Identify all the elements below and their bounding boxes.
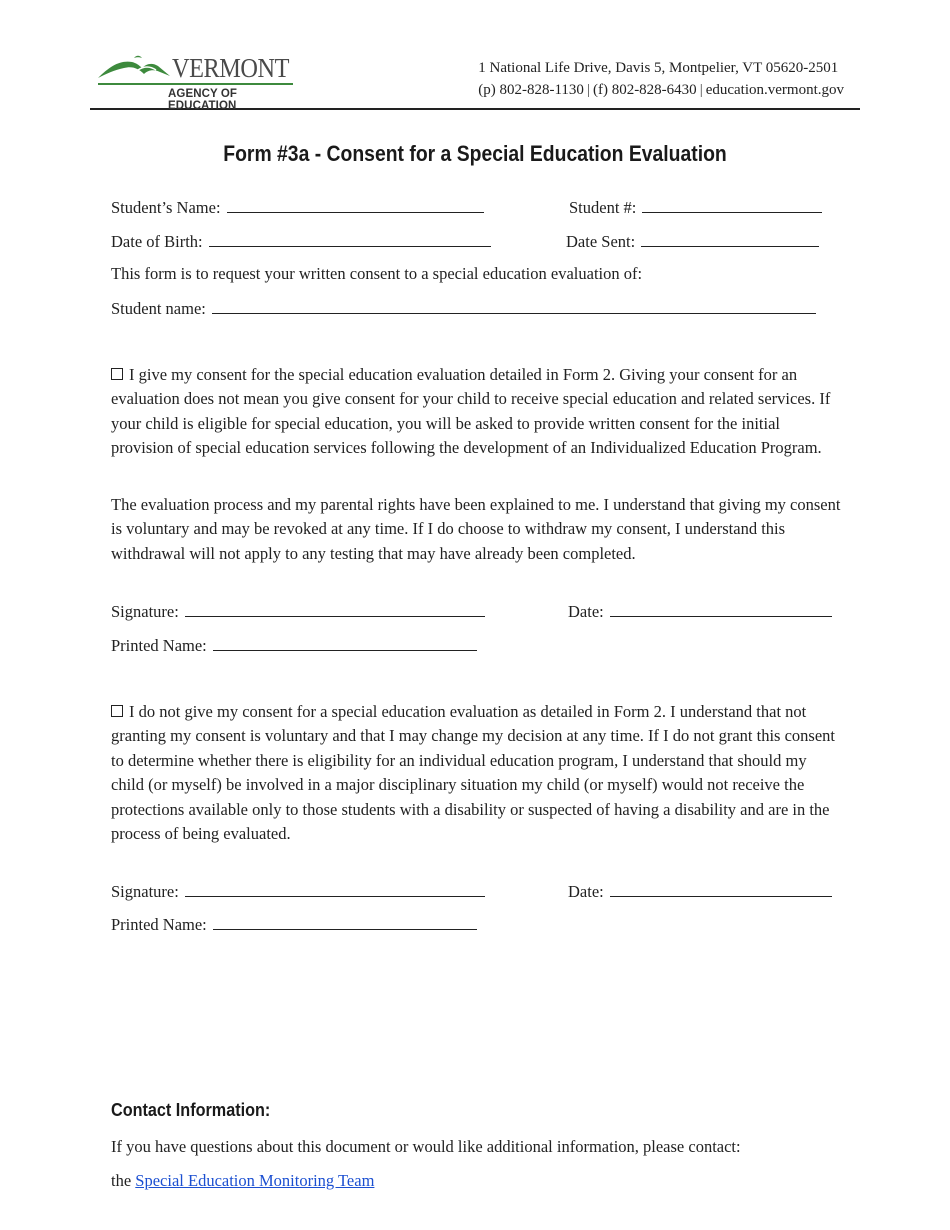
consent-date-field[interactable] bbox=[610, 599, 832, 617]
consent-signature-field[interactable] bbox=[185, 599, 485, 617]
website-link[interactable]: education.vermont.gov bbox=[705, 82, 844, 98]
no-consent-paragraph bbox=[111, 700, 841, 846]
address: 1 National Life Drive, Davis 5, Montpelier, VT 05620-2501 bbox=[478, 60, 839, 76]
date-label: Date: bbox=[568, 602, 604, 621]
no-consent-date-field[interactable] bbox=[610, 879, 832, 897]
student-name2-label: Student name: bbox=[111, 299, 206, 318]
phone-fax-web bbox=[478, 79, 844, 101]
no-consent-signature-field[interactable] bbox=[185, 879, 485, 897]
consent-printed-name-field[interactable] bbox=[213, 633, 477, 651]
dob-row bbox=[111, 229, 491, 254]
printed-name-label: Printed Name: bbox=[111, 915, 207, 934]
printed-name-label: Printed Name: bbox=[111, 636, 207, 655]
dob-field[interactable] bbox=[209, 229, 491, 247]
contact-prefix: the bbox=[111, 1171, 132, 1190]
date-sent-field[interactable] bbox=[641, 229, 819, 247]
separator: | bbox=[586, 82, 590, 98]
student-name2-field[interactable] bbox=[212, 296, 816, 314]
request-text: This form is to request your written consent to a special education evaluation of: bbox=[111, 264, 643, 283]
contact-text: If you have questions about this document or would like additional information, please contact: bbox=[111, 1137, 741, 1156]
consent-checkbox[interactable] bbox=[111, 368, 123, 380]
no-consent-date-row bbox=[568, 879, 832, 904]
no-consent-signature-row bbox=[111, 879, 485, 904]
mountain-logo-icon bbox=[98, 52, 178, 82]
consent-paragraph-1 bbox=[111, 363, 841, 461]
no-consent-printed-name-row bbox=[111, 912, 477, 937]
student-number-label: Student #: bbox=[569, 198, 637, 217]
phone-number: (p) 802-828-1130 bbox=[478, 82, 584, 98]
logo-divider bbox=[98, 83, 293, 85]
separator: | bbox=[699, 82, 703, 98]
student-name-row bbox=[111, 195, 484, 220]
consent-text: I give my consent for the special education evaluation detailed in Form 2. Giving your consent for an evaluation does not mean you give consent for your child to receive special education and related services. If your child is eligible for special education, you will be asked to provide written consent for the initial provision of special education services following the development of an Individualized Education Program. bbox=[111, 365, 831, 458]
org-name: VERMONT bbox=[172, 53, 289, 83]
org-subtitle: AGENCY OF EDUCATION bbox=[168, 88, 238, 112]
contact-heading: Contact Information: bbox=[111, 1100, 271, 1120]
student-number-field[interactable] bbox=[642, 195, 822, 213]
consent-paragraph-2: The evaluation process and my parental rights have been explained to me. I understand that giving my consent is voluntary and may be revoked at any time. If I do choose to withdraw my consent, I understand this withdrawal will not apply to any testing that may have already been completed. bbox=[111, 495, 841, 563]
student-number-row bbox=[569, 195, 822, 220]
monitoring-team-link[interactable]: Special Education Monitoring Team bbox=[135, 1171, 375, 1190]
date-sent-label: Date Sent: bbox=[566, 232, 636, 251]
student-name-label: Student’s Name: bbox=[111, 198, 221, 217]
contact-link-row bbox=[111, 1169, 374, 1193]
no-consent-text: I do not give my consent for a special education evaluation as detailed in Form 2. I understand that not granting my consent is voluntary and that I may change my decision at any time. If I do not grant this consent to determine whether there is eligibility for an individual education program, I understand that should my child (or myself) be involved in a major disciplinary situation my child (or myself) would not receive the protections available only to those students with a disability or suspected of having a disability and are in the process of being evaluated. bbox=[111, 702, 835, 844]
vermont-aoe-logo bbox=[98, 52, 298, 112]
signature-label: Signature: bbox=[111, 882, 179, 901]
consent-signature-row bbox=[111, 599, 485, 624]
fax-number: (f) 802-828-6430 bbox=[592, 82, 697, 98]
letterhead-contact bbox=[478, 57, 844, 101]
consent-printed-name-row bbox=[111, 633, 477, 658]
dob-label: Date of Birth: bbox=[111, 232, 203, 251]
student-name2-row bbox=[111, 296, 816, 321]
page-title: Form #3a - Consent for a Special Education Evaluation bbox=[223, 141, 727, 166]
no-consent-checkbox[interactable] bbox=[111, 705, 123, 717]
no-consent-printed-name-field[interactable] bbox=[213, 912, 477, 930]
letterhead bbox=[90, 50, 860, 110]
date-sent-row bbox=[566, 229, 819, 254]
date-label: Date: bbox=[568, 882, 604, 901]
consent-date-row bbox=[568, 599, 832, 624]
signature-label: Signature: bbox=[111, 602, 179, 621]
student-name-field[interactable] bbox=[227, 195, 484, 213]
